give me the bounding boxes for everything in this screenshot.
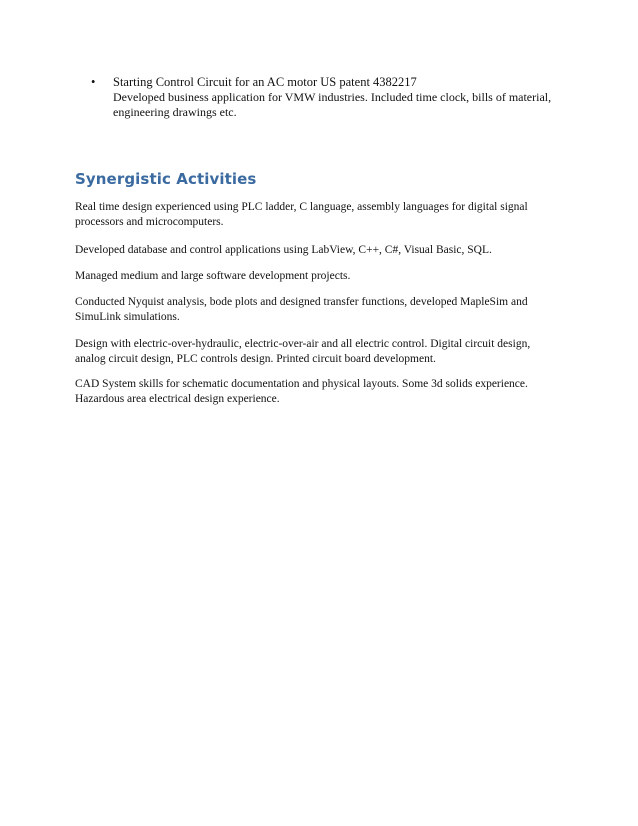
paragraph-nyquist-analysis: Conducted Nyquist analysis, bode plots and designed transfer functions, developed MapleSim and SimuLink simulations. (75, 296, 528, 323)
paragraph-real-time-design: Real time design experienced using PLC ladder, C language, assembly languages for digital signal processors and microcomputers. (75, 201, 528, 228)
section-heading: Synergistic Activities (75, 170, 257, 188)
patent-title: Starting Control Circuit for an AC motor US patent 4382217 (113, 75, 417, 89)
paragraph-project-management: Managed medium and large software development projects. (75, 270, 351, 282)
bullet-marker: • (91, 75, 96, 89)
paragraph-control-design: Design with electric-over-hydraulic, electric-over-air and all electric control. Digital circuit design, analog circuit design, PLC controls design. Printed circuit board development. (75, 338, 531, 365)
patent-description: Developed business application for VMW industries. Included time clock, bills of material, engineering drawings etc. (113, 90, 552, 119)
paragraph-database-applications: Developed database and control applications using LabView, C++, C#, Visual Basic, SQL. (75, 244, 492, 256)
paragraph-cad-skills: CAD System skills for schematic documentation and physical layouts. Some 3d solids experience. Hazardous area electrical design experience. (75, 378, 528, 405)
